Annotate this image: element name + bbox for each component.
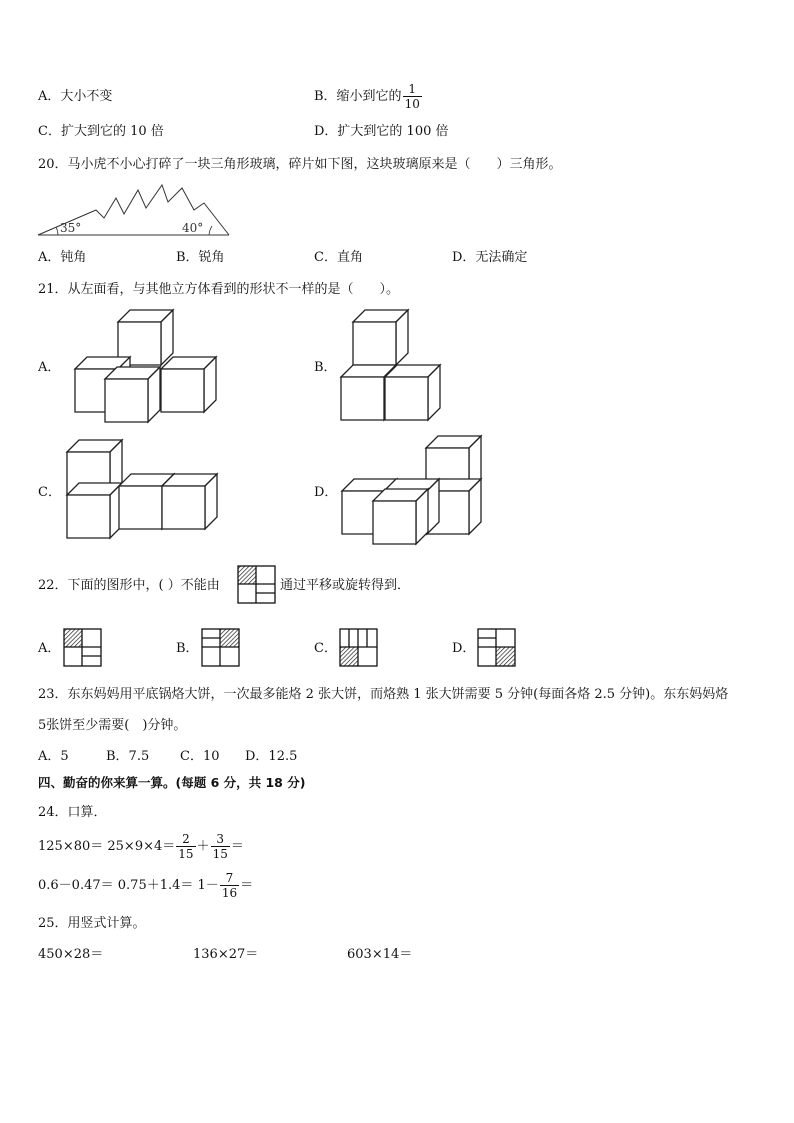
q22-reference-shape — [237, 565, 277, 605]
q25-title: 25．用竖式计算。 — [38, 916, 146, 931]
q24-fraction-3 — [220, 871, 239, 900]
q20-option-b: B．锐角 — [176, 250, 225, 265]
q22-label-a: A． — [38, 641, 61, 656]
q22-option-b-shape — [201, 628, 241, 668]
cube-face — [161, 369, 204, 412]
q25-item-1: 450×28＝ — [38, 947, 104, 962]
q25-item-3: 603×14＝ — [347, 947, 413, 962]
q21-label-d: D． — [314, 485, 338, 500]
q23-option-d: D．12.5 — [245, 749, 298, 764]
cube-figure-b — [341, 310, 440, 420]
q22-label-b: B． — [176, 641, 199, 656]
fraction-numerator: 2 — [176, 832, 195, 847]
fraction-denominator: 16 — [221, 886, 238, 900]
q22-option-c-shape — [339, 628, 379, 668]
q19-option-a: A．大小不变 — [38, 89, 113, 104]
angle-right-label: 40° — [182, 221, 204, 235]
q25-item-2: 136×27＝ — [193, 947, 259, 962]
q20-option-d: D．无法确定 — [452, 250, 528, 265]
q22-text-pre: 22．下面的图形中，( ）不能由 — [38, 578, 220, 593]
cube-face — [373, 501, 416, 544]
fraction-denominator: 10 — [404, 97, 420, 111]
q21-text: 21．从左面看，与其他立方体看到的形状不一样的是（ ）。 — [38, 282, 400, 297]
hatched-square — [238, 566, 256, 584]
q22-label-c: C． — [314, 641, 337, 656]
q22-option-d-shape — [477, 628, 517, 668]
angle-left-label: 35° — [60, 221, 82, 235]
q23-line1: 23．东东妈妈用平底锅烙大饼，一次最多能烙 2 张大饼，而烙熟 1 张大饼需要 5 分钟(每面各烙 2.5 分钟)。东东妈妈烙 — [38, 687, 729, 702]
q23-option-c: C．10 — [180, 749, 220, 764]
fraction-denominator: 15 — [212, 847, 228, 861]
q24-row1 — [38, 829, 244, 865]
q20-option-a: A．钝角 — [38, 250, 87, 265]
cube-face — [105, 379, 148, 422]
cube-figure-c — [67, 440, 217, 538]
q22-label-d: D． — [452, 641, 476, 656]
cube-face — [385, 377, 428, 420]
equals-sign: ＝ — [230, 839, 244, 854]
fraction-numerator: 3 — [211, 832, 230, 847]
q23-line2: 5张饼至少需要( )分钟。 — [38, 718, 187, 733]
cube-figure-d — [342, 436, 481, 544]
q24-row2 — [38, 868, 253, 904]
q19-option-c: C．扩大到它的 10 倍 — [38, 124, 164, 139]
section4-heading: 四、勤奋的你来算一算。(每题 6 分，共 18 分) — [38, 775, 306, 790]
cube-figure-a — [75, 310, 216, 422]
cube-face — [119, 486, 162, 529]
cube-face — [341, 377, 384, 420]
q24-expr-4: 0.6－0.47＝ — [38, 878, 114, 893]
q21-label-c: C． — [38, 485, 61, 500]
cube-figures — [0, 0, 794, 560]
q24-expr-5: 0.75＋1.4＝ — [117, 878, 194, 893]
equals-sign: ＝ — [240, 878, 254, 893]
q20-text: 20．马小虎不小心打碎了一块三角形玻璃，碎片如下图，这块玻璃原来是（ ）三角形。 — [38, 157, 562, 172]
q24-expr-2: 25×9×4＝ — [107, 839, 176, 854]
fraction-numerator: 1 — [403, 82, 422, 97]
cube-face — [353, 322, 396, 365]
q22-option-a-shape — [63, 628, 103, 668]
q20-option-c: C．直角 — [314, 250, 363, 265]
q24-expr-1: 125×80＝ — [38, 839, 104, 854]
q24-fraction-1 — [176, 832, 195, 861]
q24-expr-6: 1－ — [197, 878, 219, 893]
plus-sign: ＋ — [196, 839, 210, 854]
q19-option-d: D．扩大到它的 100 倍 — [314, 124, 449, 139]
q22-text-post: 通过平移或旋转得到． — [280, 578, 411, 593]
q24-title: 24．口算． — [38, 805, 107, 820]
cube-face — [162, 486, 205, 529]
q24-fraction-2 — [211, 832, 230, 861]
cube-face — [67, 495, 110, 538]
fraction-numerator: 7 — [220, 871, 239, 886]
fraction-denominator: 15 — [178, 847, 194, 861]
q21-label-a: A． — [38, 360, 61, 375]
q23-option-a: A．5 — [38, 749, 69, 764]
q21-label-b: B． — [314, 360, 337, 375]
q23-option-b: B．7.5 — [106, 749, 150, 764]
q19-option-b-text: B．缩小到它的 — [314, 89, 402, 104]
